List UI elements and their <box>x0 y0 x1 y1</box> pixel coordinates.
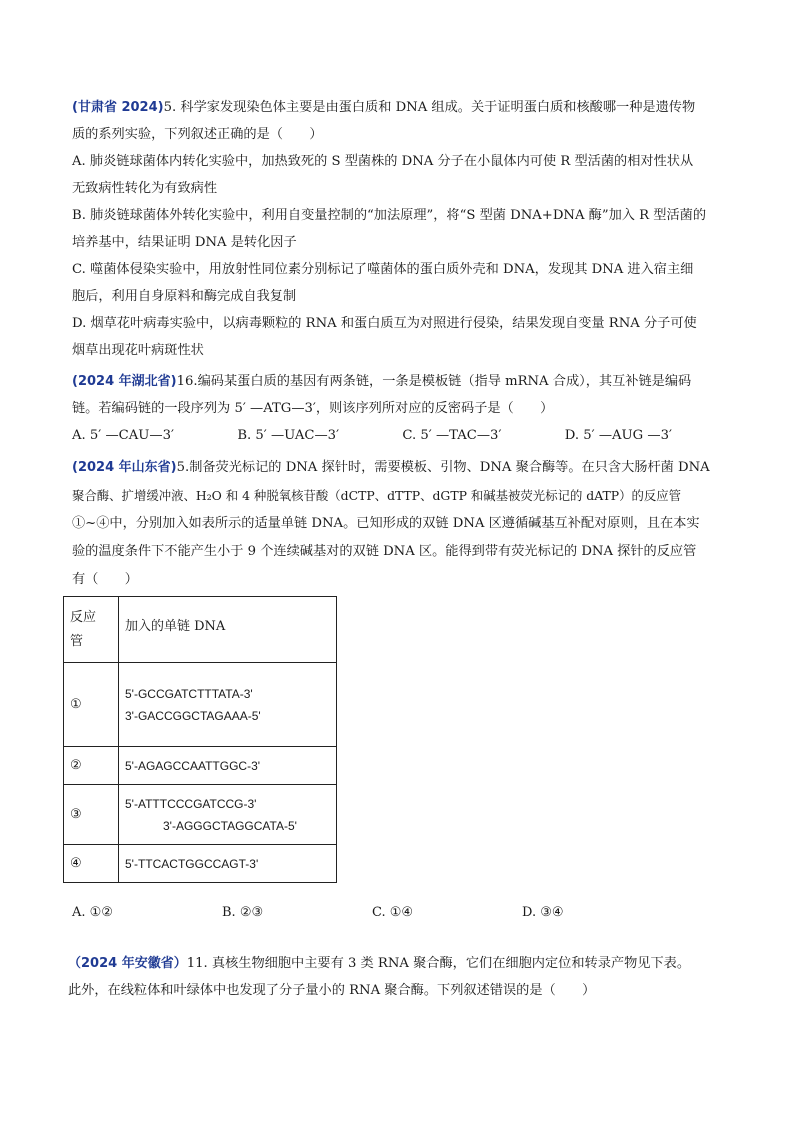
seq-cell <box>119 663 337 747</box>
q2-source-tag: (2024 年湖北省) <box>72 374 177 389</box>
seq-cell <box>119 845 337 883</box>
q1-option-d-2: 烟草出现花叶病斑性状 <box>72 343 204 358</box>
header-tube: 反应管 <box>64 597 119 663</box>
q3-stem-line-4: 验的温度条件下不能产生小于 9 个连续碱基对的双链 DNA 区。能得到带有荧光标记的 DNA 探针的反应管 <box>72 544 697 559</box>
tube-cell: ① <box>64 663 119 747</box>
table-row <box>64 845 337 883</box>
tube-cell: ③ <box>64 785 119 845</box>
table-row <box>64 785 337 845</box>
q4-source-tag: （2024 年安徽省） <box>68 956 187 971</box>
q3-source-tag: (2024 年山东省) <box>72 460 177 475</box>
q2-number: 16. <box>176 374 198 389</box>
q3-stem-line-5: 有（ ） <box>72 572 138 587</box>
q1-option-d-1: D. 烟草花叶病毒实验中，以病毒颗粒的 RNA 和蛋白质互为对照进行侵染，结果发现自变量 RNA 分子可使 <box>72 316 697 331</box>
question-anhui-11 <box>68 950 748 1004</box>
tube-cell: ④ <box>64 845 119 883</box>
q1-number: 5. <box>163 100 177 115</box>
q1-option-a-1: A. 肺炎链球菌体内转化实验中，加热致死的 S 型菌株的 DNA 分子在小鼠体内可使 R 型活菌的相对性状从 <box>72 154 694 169</box>
q3-option-d: D. ③④ <box>522 905 564 920</box>
q1-option-c-2: 胞后，利用自身原料和酶完成自我复制 <box>72 289 297 304</box>
table-header-row <box>64 597 337 663</box>
seq-line: 3'-GACCGGCTAGAAA-5' <box>125 708 261 723</box>
q3-option-a: A. ①② <box>72 905 113 920</box>
header-ssdna: 加入的单链 DNA <box>119 597 337 663</box>
q2-stem-line-2: 链。若编码链的一段序列为 5′ —ATG—3′，则该序列所对应的反密码子是（ ） <box>72 401 554 416</box>
dna-table <box>63 596 337 883</box>
question-hubei-16 <box>72 368 732 449</box>
table-row <box>64 747 337 785</box>
seq-line: 5'-GCCGATCTTTATA-3' <box>125 686 253 701</box>
q4-stem-line-2: 此外，在线粒体和叶绿体中也发现了分子量小的 RNA 聚合酶。下列叙述错误的是（ ） <box>68 983 596 998</box>
q3-option-c: C. ①④ <box>372 905 414 920</box>
seq-cell <box>119 785 337 845</box>
q3-options <box>72 905 672 920</box>
q3-number: 5. <box>176 460 190 475</box>
q1-option-b-2: 培养基中，结果证明 DNA 是转化因子 <box>72 235 297 250</box>
q3-option-b: B. ②③ <box>222 905 264 920</box>
q4-number: 11. <box>186 956 208 971</box>
q2-option-b: B. 5′ —UAC—3′ <box>237 428 340 443</box>
q1-option-b-1: B. 肺炎链球菌体外转化实验中，利用自变量控制的“加法原理”，将“S 型菌 DNA+DNA 酶”加入 R 型活菌的 <box>72 208 707 223</box>
q1-source-tag: (甘肃省 2024) <box>72 100 164 115</box>
tube-cell: ② <box>64 747 119 785</box>
q1-stem-line-1: (甘肃省 2024)5. 科学家发现染色体主要是由蛋白质和 DNA 组成。关于证明蛋白质和核酸哪一种是遗传物 <box>72 100 696 115</box>
seq-line: 5'-AGAGCCAATTGGC-3' <box>125 758 261 773</box>
seq-line: 3'-AGGGCTAGGCATA-5' <box>163 818 297 833</box>
q3-stem-line-1: (2024 年山东省)5.制备荧光标记的 DNA 探针时，需要模板、引物、DNA 聚合酶等。在只含大肠杆菌 DNA <box>72 460 710 475</box>
q4-stem-line-1: （2024 年安徽省）11. 真核生物细胞中主要有 3 类 RNA 聚合酶，它们在细胞内定位和转录产物见下表。 <box>68 956 691 971</box>
q2-option-c: C. 5′ —TAC—3′ <box>402 428 502 443</box>
seq-line: 5'-ATTTCCCGATCCG-3' <box>125 796 257 811</box>
q3-stem-line-3: ①~④中，分别加入如表所示的适量单链 DNA。已知形成的双链 DNA 区遵循碱基互补配对原则，且在本实 <box>72 516 700 531</box>
q2-stem-line-1: (2024 年湖北省)16.编码某蛋白质的基因有两条链，一条是模板链（指导 mRNA 合成），其互补链是编码 <box>72 374 692 389</box>
q1-stem-line-2: 质的系列实验，下列叙述正确的是（ ） <box>72 127 323 142</box>
q3-stem-line-2: 聚合酶、扩增缓冲液、H₂O 和 4 种脱氧核苷酸（dCTP、dTTP、dGTP 和碱基被荧光标记的 dATP）的反应管 <box>72 488 682 503</box>
question-gansu-5 <box>72 94 732 364</box>
q2-option-a: A. 5′ —CAU—3′ <box>72 428 174 443</box>
q1-option-c-1: C. 噬菌体侵染实验中，用放射性同位素分别标记了噬菌体的蛋白质外壳和 DNA，发现其 DNA 进入宿主细 <box>72 262 694 277</box>
question-shandong-5 <box>72 454 732 594</box>
q2-option-d: D. 5′ —AUG —3′ <box>564 428 672 443</box>
seq-cell <box>119 747 337 785</box>
q2-options <box>72 422 672 449</box>
seq-line: 5'-TTCACTGGCCAGT-3' <box>125 856 259 871</box>
table-row <box>64 663 337 747</box>
q1-option-a-2: 无致病性转化为有致病性 <box>72 181 218 196</box>
